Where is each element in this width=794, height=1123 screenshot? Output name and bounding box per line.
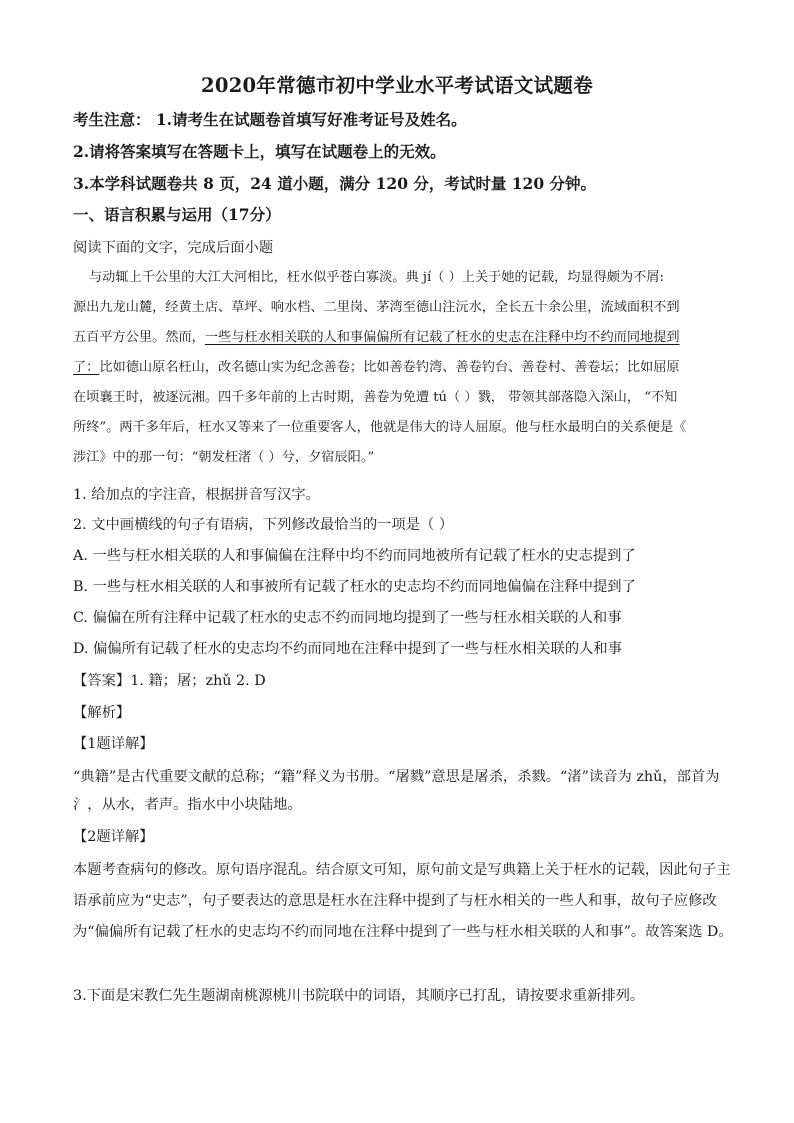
question-3: 3.下面是宋教仁先生题湖南桃源桃川书院联中的词语，其顺序已打乱，请按要求重新排列。 <box>73 988 645 1004</box>
passage-text: 比如德山原名枉山，改名德山实为纪念善卷；比如善卷钓湾、善卷钓台、善卷村、善卷坛；比如屈原 <box>99 360 680 375</box>
reading-instruction: 阅读下面的文字，完成后面小题 <box>73 240 274 256</box>
analysis-tag: 【解析】 <box>73 705 131 721</box>
passage-line: 与动辄上千公里的大江大河相比，枉水似乎苍白寡淡。典 jí（ ）上关于她的记载，均显得颇为不屑: <box>89 270 665 285</box>
option-c: C. 偏偏在所有注释中记载了枉水的史志不约而同地均提到了一些与枉水相关联的人和事 <box>73 610 622 626</box>
passage-text: 五百平方公里。然而， <box>73 330 205 345</box>
option-b: B. 一些与枉水相关联的人和事被所有记载了枉水的史志均不约而同地偏偏在注释中提到了 <box>73 579 636 595</box>
option-d: D. 偏偏所有记载了枉水的史志均不约而同地在注释中提到了一些与枉水相关联的人和事 <box>73 641 623 657</box>
underlined-sentence: 一些与枉水相关联的人和事偏偏所有记载了枉水的史志在注释中均不约而同地提到 <box>204 330 680 345</box>
notice-line-3: 3.本学科试题卷共 8 页，24 道小题，满分 120 分，考试时量 120 分钟。 <box>73 174 597 193</box>
page-title: 2020年常德市初中学业水平考试语文试题卷 <box>200 74 594 97</box>
detail-1-text: “典籍”是古代重要文献的总称；“籍”释义为书册。“屠戮”意思是屠杀，杀戮。“渚”读音为 zhǔ，部首为氵，从水，者声。指水中小块陆地。 <box>73 769 720 813</box>
passage-line: 源出九龙山麓，经黄土店、草坪、响水档、二里岗、茅湾至德山注沅水，全长五十余公里，流域面积不到 <box>73 300 680 315</box>
answer-tag: 【答案】 <box>73 673 131 689</box>
passage-line: 所终”。两千多年后，枉水又等来了一位重要客人，他就是伟大的诗人屈原。他与枉水最明白的关系便是《 <box>73 420 687 435</box>
notice-line-1: 考生注意： 1.请考生在试题卷首填写好准考证号及姓名。 <box>73 110 467 129</box>
detail-1-tag: 【1题详解】 <box>73 736 154 752</box>
question-1: 1. 给加点的字注音，根据拼音写汉字。 <box>73 487 320 503</box>
reading-passage <box>73 266 728 476</box>
underlined-sentence-end: 了： <box>73 360 100 375</box>
passage-line <box>73 326 680 345</box>
passage-line <box>73 356 680 375</box>
detail-2-tag: 【2题详解】 <box>73 829 154 845</box>
passage-line: 涉江》中的那一句：“朝发枉渚（ ）兮，夕宿辰阳。” <box>73 450 375 465</box>
option-a: A. 一些与枉水相关联的人和事偏偏在注释中均不约而同地被所有记载了枉水的史志提到了 <box>73 548 636 564</box>
notice-line-2: 2.请将答案填写在答题卡上，填写在试题卷上的无效。 <box>73 142 446 161</box>
section-heading: 一、语言积累与运用（17分） <box>73 205 281 224</box>
detail-2-text: 本题考查病句的修改。原句语序混乱。结合原文可知，原句前文是写典籍上关于枉水的记载，因此句子主语承前应为“史志”，句子要表达的意思是枉水在注释中提到了与枉水相关的一些人和事，故句子应修改为“偏偏所有记载了枉水的史志均不约而同地在注释中提到了一些与枉水相关联的人和事”。故答案选 D。 <box>73 862 733 940</box>
answer-line <box>73 670 266 690</box>
answer-text: 1. 籍；屠；zhǔ 2. D <box>130 673 266 689</box>
question-2: 2. 文中画横线的句子有语病，下列修改最恰当的一项是（ ） <box>73 517 454 533</box>
passage-line: 在顷襄王时，被逐沅湘。四千多年前的上古时期，善卷为免遭 tú（ ）戮， 带领其部落隐入深山， “不知 <box>73 390 678 405</box>
